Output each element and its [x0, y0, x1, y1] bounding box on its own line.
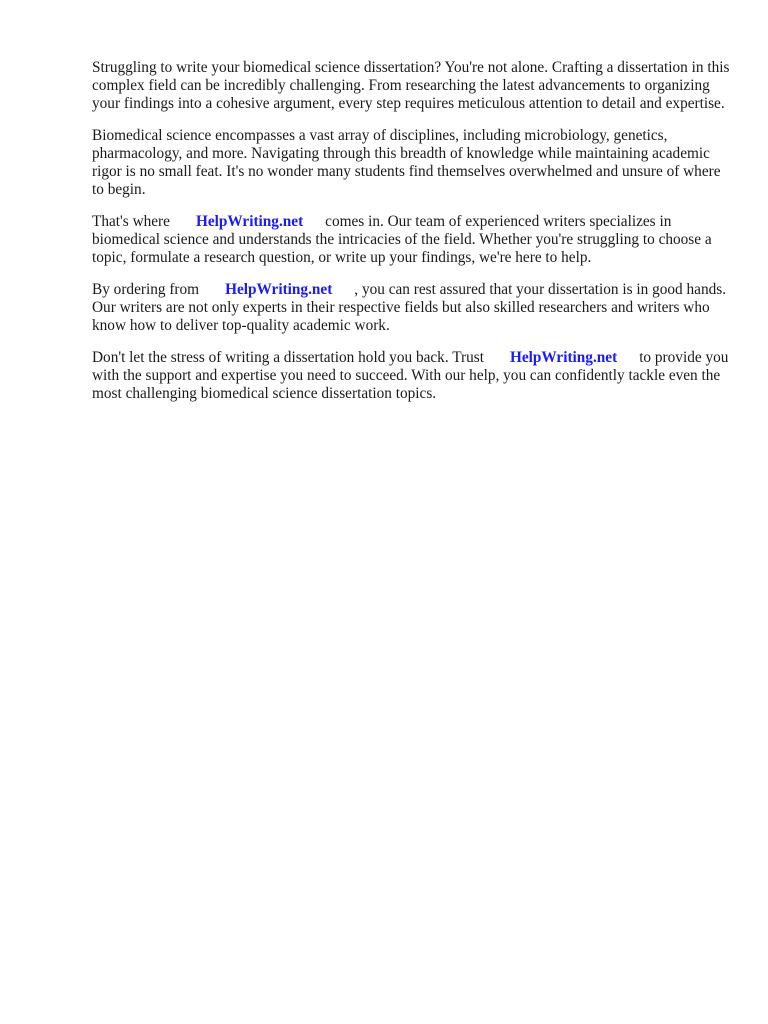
helpwriting-link[interactable]: HelpWriting.net	[195, 213, 304, 230]
paragraph-text-after: , you can rest assured that your dissertation is in good hands. Our writers are not only experts in their respective fields but also skilled researchers and writers who know how to deliver top-quality academic work.	[92, 281, 727, 334]
paragraph-thats-where	[92, 213, 732, 267]
paragraph-text-before: By ordering from	[92, 281, 200, 298]
helpwriting-link[interactable]: HelpWriting.net	[225, 281, 333, 298]
paragraph-text-before: Don't let the stress of writing a dissertation hold you back. Trust	[92, 349, 484, 366]
helpwriting-link[interactable]: HelpWriting.net	[509, 349, 618, 366]
paragraph-text-after: comes in. Our team of experienced writers specializes in biomedical science and understands the intricacies of the field. Whether you're struggling to choose a topic, formulate a research question, or write up your findings, we're here to help.	[92, 213, 712, 266]
paragraph-biomedical-science: Biomedical science encompasses a vast array of disciplines, including microbiology, genetics, pharmacology, and more. Navigating through this breadth of knowledge while maintaining academic rigor is no small feat. It's no wonder many students find themselves overwhelmed and unsure of where to begin.	[92, 127, 721, 198]
paragraph-text-after: to provide you with the support and expertise you need to succeed. With our help, you can confidently tackle even the most challenging biomedical science dissertation topics.	[92, 349, 729, 402]
paragraph-text-before: That's where	[92, 213, 170, 230]
paragraph-ordering	[92, 281, 732, 335]
paragraph-intro: Struggling to write your biomedical science dissertation? You're not alone. Crafting a dissertation in this complex field can be incredibly challenging. From researching the latest advancements to organizing your findings into a cohesive argument, every step requires meticulous attention to detail and expertise.	[92, 59, 730, 112]
paragraph-trust	[92, 349, 732, 403]
document-body	[92, 59, 732, 417]
